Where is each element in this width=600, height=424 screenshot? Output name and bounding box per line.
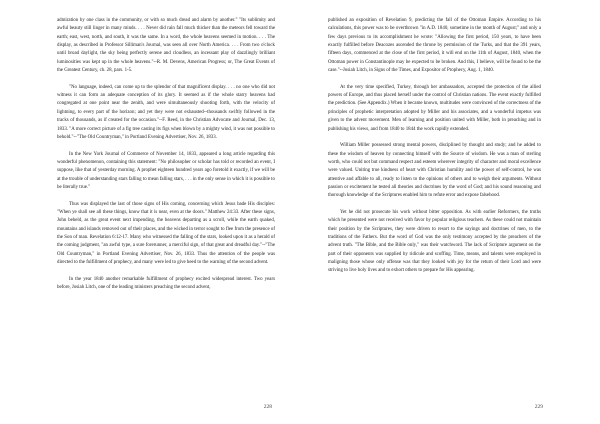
- paragraph: Thus was displayed the last of those signs of His coming, concerning which Jesus bade His disciples: "When ye shall see all these things, know that it is near, even at the doors." Matthew 24:33. After these signs, John beheld, as the great event next impending, the heavens departing as a scroll, while the earth quaked, mountains and islands removed out of their places, and the wicked in terror sought to flee from the presence of the Son of man. Revelation 6:12-17. Many who witnessed the falling of the stars, looked upon it as a herald of the coming judgment, "an awful type, a sure forerunner, a merciful sign, of that great and dreadful day."--"The Old Countryman," in Portland Evening Advertiser, Nov. 26, 1833. Thus the attention of the people was directed to the fulfillment of prophecy, and many were led to give heed to the warning of the second advent.: [57, 201, 275, 266]
- paragraph: "No language, indeed, can come up to the splendor of that magnificent display. . . . no one who did not witness it can form an adequate conception of its glory. It seemed as if the whole starry heavens had congregated at one point near the zenith, and were simultaneously shooting forth, with the velocity of lightning, to every part of the horizon; and yet they were not exhausted--thousands swiftly followed in the tracks of thousands, as if created for the occasion."--F. Reed, in the Christian Advocate and Journal, Dec. 13, 1833. "A more correct picture of a fig tree casting its figs when blown by a mighty wind, it was not possible to behold."--"The Old Countryman," in Portland Evening Advertiser, Nov. 26, 1833.: [57, 84, 275, 140]
- page-number: 228: [263, 404, 272, 410]
- paragraph: William Miller possessed strong mental powers, disciplined by thought and study; and he added to these the wisdom of heaven by connecting himself with the Source of wisdom. He was a man of sterling worth, who could not but command respect and esteem wherever integrity of character and moral excellence were valued. Uniting true kindness of heart with Christian humility and the power of self-control, he was attentive and affable to all, ready to listen to the opinions of others and to weigh their arguments. Without passion or excitement he tested all theories and doctrines by the word of God; and his sound reasoning and thorough knowledge of the Scriptures enabled him to refute error and expose falsehood.: [328, 143, 541, 199]
- paragraph: At the very time specified, Turkey, through her ambassadors, accepted the protection of the allied powers of Europe, and thus placed herself under the control of Christian nations. The event exactly fulfilled the prediction. (See Appendix.) When it became known, multitudes were convinced of the correctness of the principles of prophetic interpretation adopted by Miller and his associates, and a wonderful impetus was given to the advent movement. Men of learning and position united with Miller, both in preaching and in publishing his views, and from 1840 to 1844 the work rapidly extended.: [328, 84, 541, 132]
- paragraph: In the year 1840 another remarkable fulfillment of prophecy excited widespread interest. Two years before, Josiah Litch, one of the leading ministers preaching the second advent,: [57, 276, 275, 291]
- right-page: [300, 0, 600, 424]
- paragraph: published an exposition of Revelation 9, predicting the fall of the Ottoman Empire. According to his calculations, this power was to be overthrown "in A.D. 1840, sometime in the month of August;" and only a few days previous to its accomplishment he wrote: "Allowing the first period, 150 years, to have been exactly fulfilled before Deacozes ascended the throne by permission of the Turks, and that the 391 years, fifteen days, commenced at the close of the first period, it will end on the 11th of August, 1840, when the Ottoman power in Constantinople may be expected to be broken. And this, I believe, will be found to be the case."--Josiah Litch, in Signs of the Times, and Expositor of Prophecy, Aug. 1, 1840.: [328, 18, 541, 74]
- right-page-text: [328, 17, 541, 276]
- left-page-text: [57, 17, 275, 293]
- paragraph: admiration by one class in the community, or with so much dread and alarm by another." "Its sublimity and awful beauty still linger in many minds. . . . Never did rain fall much thicker than the meteors fell toward the earth; east, west, north, and south, it was the same. In a word, the whole heavens seemed in motion. . . . The display, as described in Professor Silliman's Journal, was seen all over North America. . . . From two o'clock until broad daylight, the sky being perfectly serene and cloudless, an incessant play of dazzlingly brilliant luminosities was kept up in the whole heavens."--R. M. Devens, American Progress; or, The Great Events of the Greatest Century, ch. 28, pars. 1-5.: [57, 18, 275, 74]
- page-number: 229: [534, 404, 543, 410]
- paragraph: Yet he did not prosecute his work without bitter opposition. As with earlier Reformers, the truths which he presented were not received with favor by popular religious teachers. As these could not maintain their position by the Scriptures, they were driven to resort to the sayings and doctrines of men, to the traditions of the Fathers. But the word of God was the only testimony accepted by the preachers of the advent truth. "The Bible, and the Bible only," was their watchword. The lack of Scripture argument on the part of their opponents was supplied by ridicule and scoffing. Time, means, and talents were employed in maligning those whose only offense was that they looked with joy for the return of their Lord and were striving to live holy lives and to exhort others to prepare for His appearing.: [328, 210, 541, 274]
- paragraph: In the New York Journal of Commerce of November 14, 1833, appeared a long article regarding this wonderful phenomenon, containing this statement: "No philosopher or scholar has told or recorded an event, I suppose, like that of yesterday morning. A prophet eighteen hundred years ago foretold it exactly, if we will be at the trouble of understanding stars falling to mean falling stars, . . . in the only sense in which it is possible to be literally true.": [57, 151, 275, 190]
